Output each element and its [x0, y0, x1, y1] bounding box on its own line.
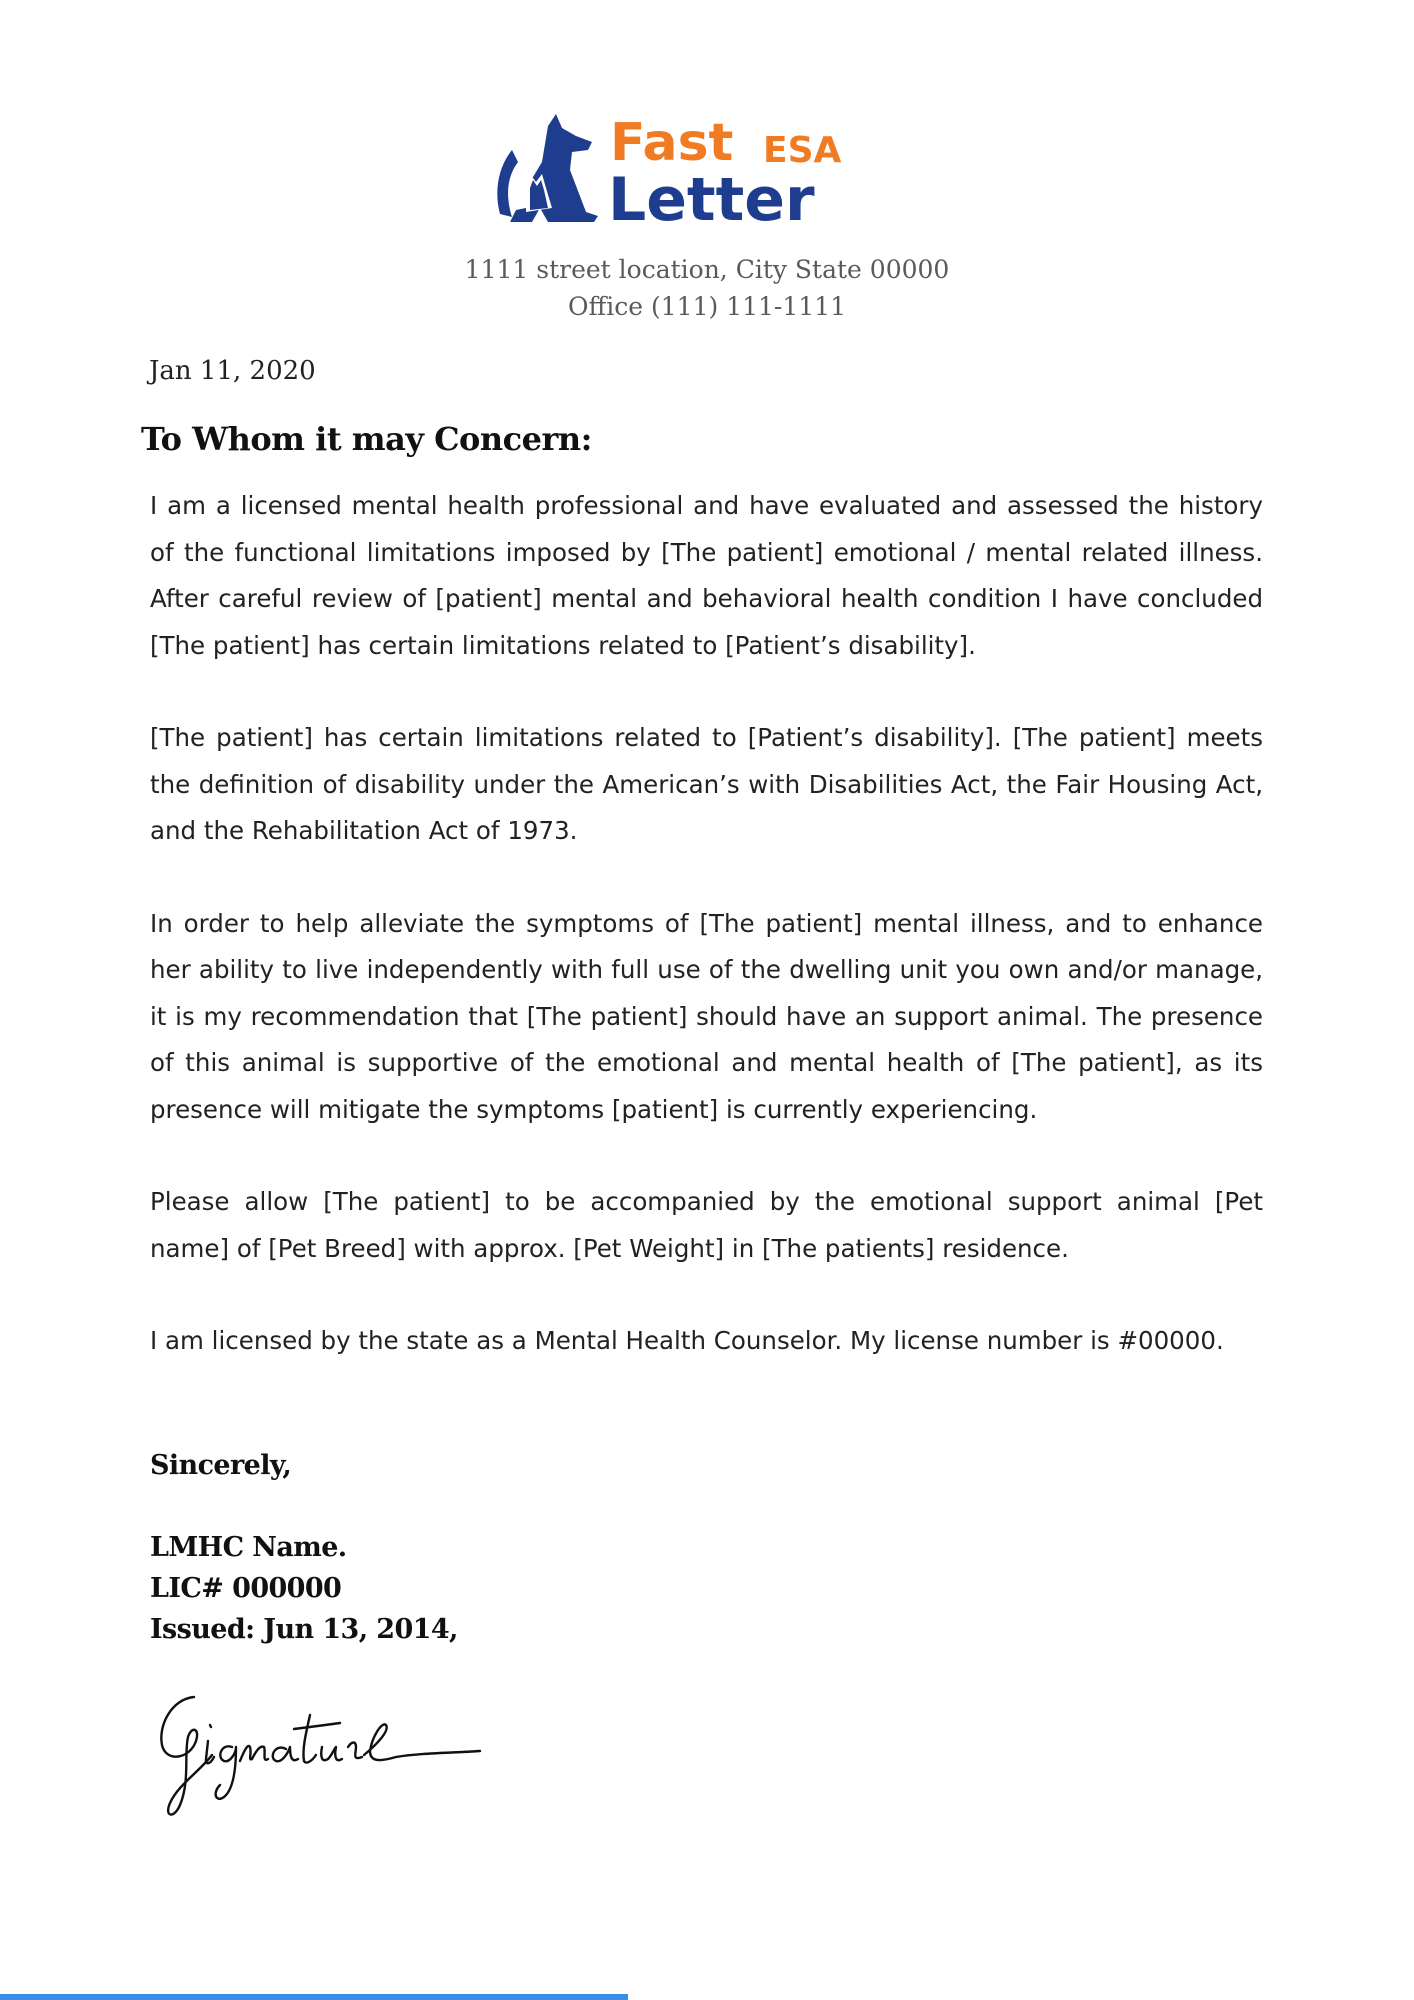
paragraph: [The patient] has certain limitations related to [Patient’s disability]. [The patient] meets the definition of disability under the American’s with Disabilities Act, the Fair Housing Act, and the Rehabilitation Act of 1973.: [150, 723, 1263, 845]
issued-date: Issued: Jun 13, 2014,: [150, 1614, 458, 1645]
bottom-accent-bar: [0, 1994, 628, 2000]
logo-word-letter: Letter: [608, 165, 815, 232]
letter-date: Jan 11, 2020: [149, 356, 316, 386]
paragraph: I am a licensed mental health professional and have evaluated and assessed the history of the functional limitations imposed by [The patient] emotional / mental related illness. After careful review of [patient] mental and behavioral health condition I have concluded [The patient] has certain limitations related to [Patient’s disability].: [150, 491, 1263, 660]
company-logo: [490, 112, 890, 232]
letter-body: [150, 483, 1263, 1411]
logo-word-fast: Fast: [610, 113, 734, 173]
dog-and-cat-silhouette-icon: [497, 114, 598, 222]
paragraph: Please allow [The patient] to be accompanied by the emotional support animal [Pet name] of [Pet Breed] with approx. [Pet Weight] in [The patients] residence.: [150, 1187, 1263, 1263]
company-phone: Office (111) 111-1111: [568, 292, 846, 321]
signer-name: LMHC Name.: [150, 1532, 347, 1563]
paragraph: In order to help alleviate the symptoms of [The patient] mental illness, and to enhance her ability to live independently with full use of the dwelling unit you own and/or manage, it is my recommendation that [The patient] should have an support animal. The presence of this animal is supportive of the emotional and mental health of [The patient], as its presence will mitigate the symptoms [patient] is currently experiencing.: [150, 908, 1263, 1124]
handwritten-signature: [150, 1685, 490, 1845]
company-address: 1111 street location, City State 00000: [464, 255, 950, 284]
paragraph: I am licensed by the state as a Mental Health Counselor. My license number is #00000.: [150, 1326, 1224, 1355]
closing: Sincerely,: [150, 1450, 292, 1481]
salutation: To Whom it may Concern:: [141, 420, 592, 458]
license-number: LIC# 000000: [150, 1573, 342, 1604]
logo-word-esa: ESA: [763, 130, 842, 171]
